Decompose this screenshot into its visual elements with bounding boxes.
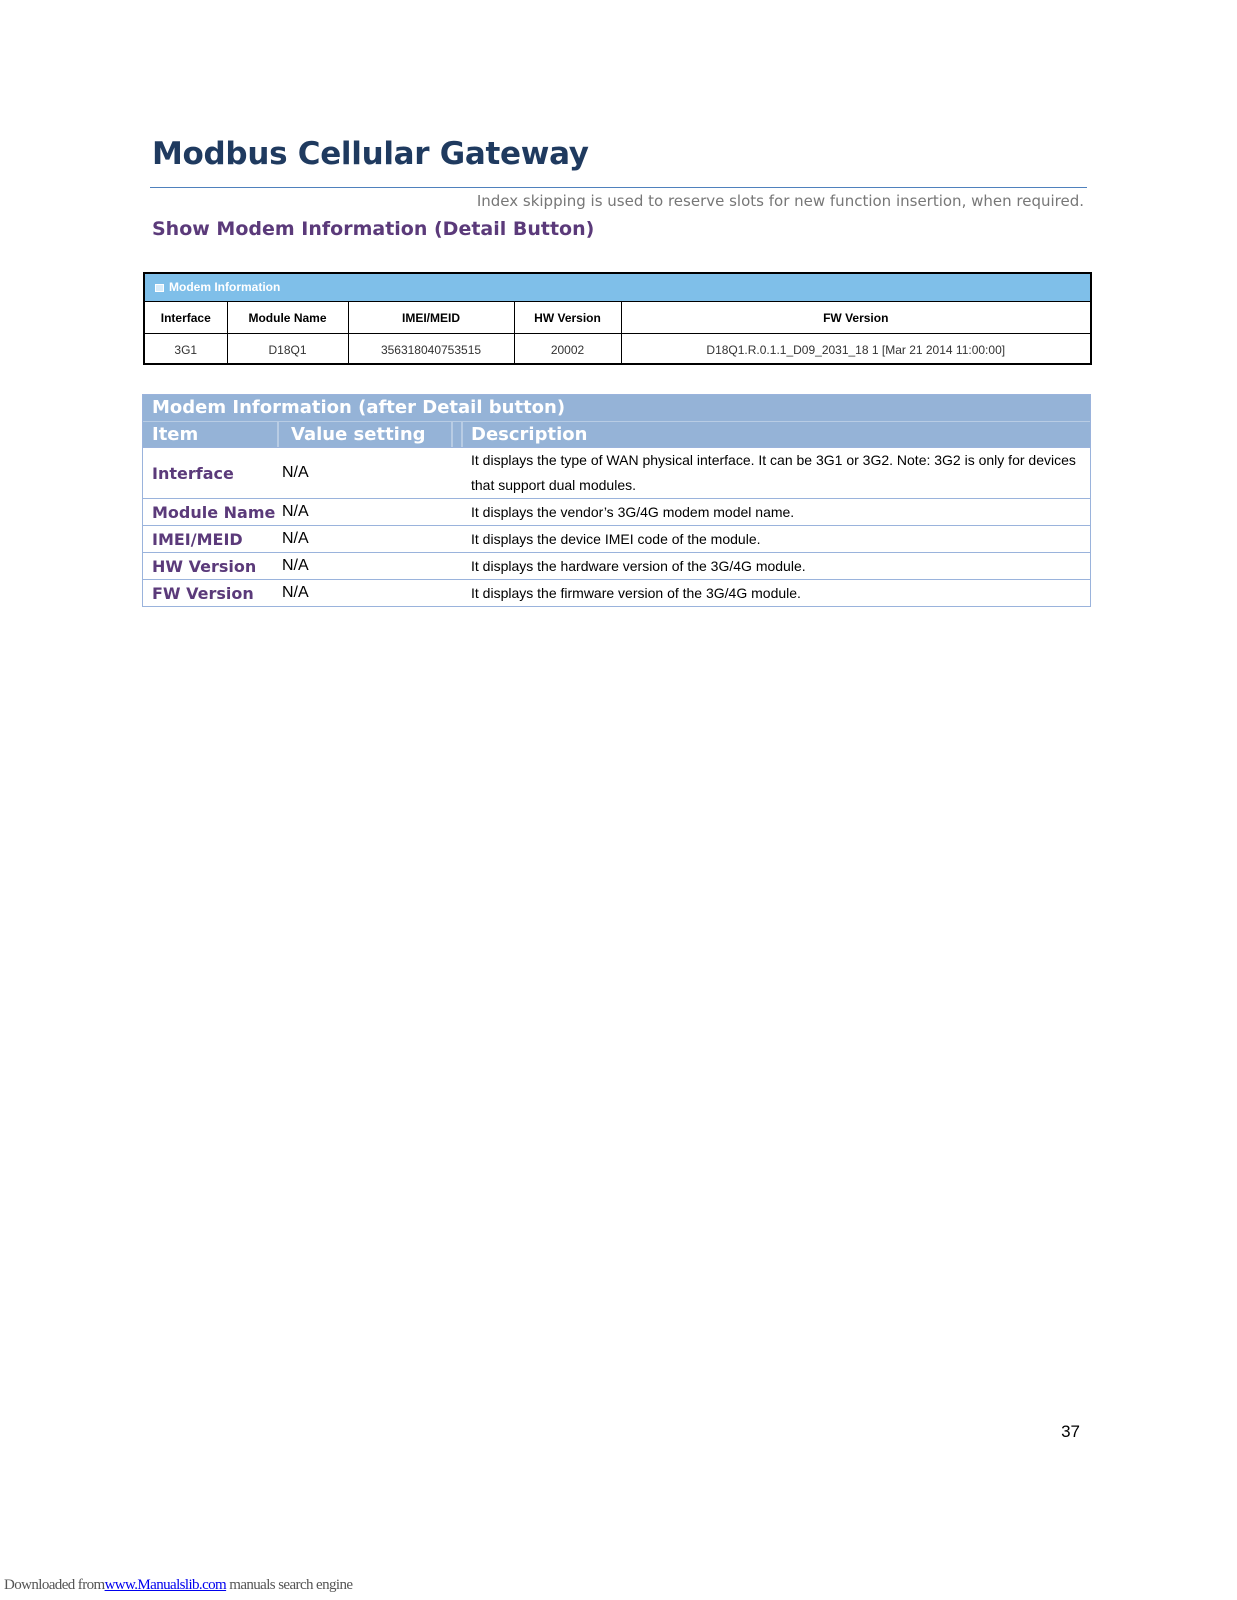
description: It displays the vendor’s 3G/4G modem model name. (471, 503, 795, 520)
table-row (143, 579, 1090, 606)
item-label: HW Version (152, 556, 257, 576)
table-row (143, 447, 1090, 498)
table-row (143, 525, 1090, 552)
description: It displays the hardware version of the 3G/4G module. (471, 557, 806, 574)
footer (4, 1577, 352, 1594)
table-cell: 20002 (514, 334, 621, 366)
column-header: HW Version (514, 302, 621, 334)
item-label: FW Version (152, 583, 254, 603)
modem-information-panel (143, 272, 1092, 365)
item-label: IMEI/MEID (152, 529, 243, 549)
page-title: Modbus Cellular Gateway (152, 136, 589, 172)
modem-table (145, 302, 1090, 365)
description: It displays the firmware version of the 3G/4G module. (471, 584, 801, 601)
page-number: 37 (1061, 1422, 1080, 1441)
modem-table-header (145, 302, 1090, 334)
column-header: Interface (145, 302, 227, 334)
item-label: Interface (152, 463, 234, 483)
column-header: FW Version (621, 302, 1090, 334)
value-setting: N/A (282, 530, 309, 547)
panel-header-label: Modem Information (169, 280, 281, 294)
table-row (143, 552, 1090, 579)
footer-suffix: manuals search engine (226, 1577, 353, 1593)
panel-header (145, 274, 1090, 302)
table-cell: D18Q1 (227, 334, 348, 366)
table-row (145, 334, 1090, 366)
value-setting: N/A (282, 464, 309, 481)
value-setting: N/A (282, 584, 309, 601)
table-row (143, 498, 1090, 525)
table-caption: Modem Information (after Detail button) (143, 395, 1090, 421)
description: It displays the device IMEI code of the module. (471, 530, 761, 547)
window-icon (155, 284, 164, 292)
column-header-value: Value setting (279, 422, 453, 447)
table-cell: D18Q1.R.0.1.1_D09_2031_18 1 [Mar 21 2014 11:00:00] (706, 342, 1006, 357)
intro-note: Index skipping is used to reserve slots for new function insertion, when required. (476, 192, 1084, 210)
column-header-description: Description (461, 422, 1090, 447)
modem-info-description-table (142, 394, 1091, 607)
manualslib-link[interactable]: www.Manualslib.com (104, 1577, 227, 1593)
description: It displays the type of WAN physical interface. It can be 3G1 or 3G2. Note: 3G2 is only for devices that support dual modules. (471, 452, 1076, 493)
value-setting: N/A (282, 503, 309, 520)
table-header (143, 421, 1090, 447)
value-setting: N/A (282, 557, 309, 574)
footer-prefix: Downloaded from (4, 1577, 105, 1593)
table-cell: 356318040753515 (348, 334, 514, 366)
column-header: Module Name (227, 302, 348, 334)
item-label: Module Name (152, 502, 276, 522)
title-divider (150, 187, 1087, 188)
table-cell: 3G1 (145, 334, 227, 366)
column-header-item: Item (143, 422, 279, 447)
section-heading: Show Modem Information (Detail Button) (152, 218, 595, 240)
column-header: IMEI/MEID (348, 302, 514, 334)
